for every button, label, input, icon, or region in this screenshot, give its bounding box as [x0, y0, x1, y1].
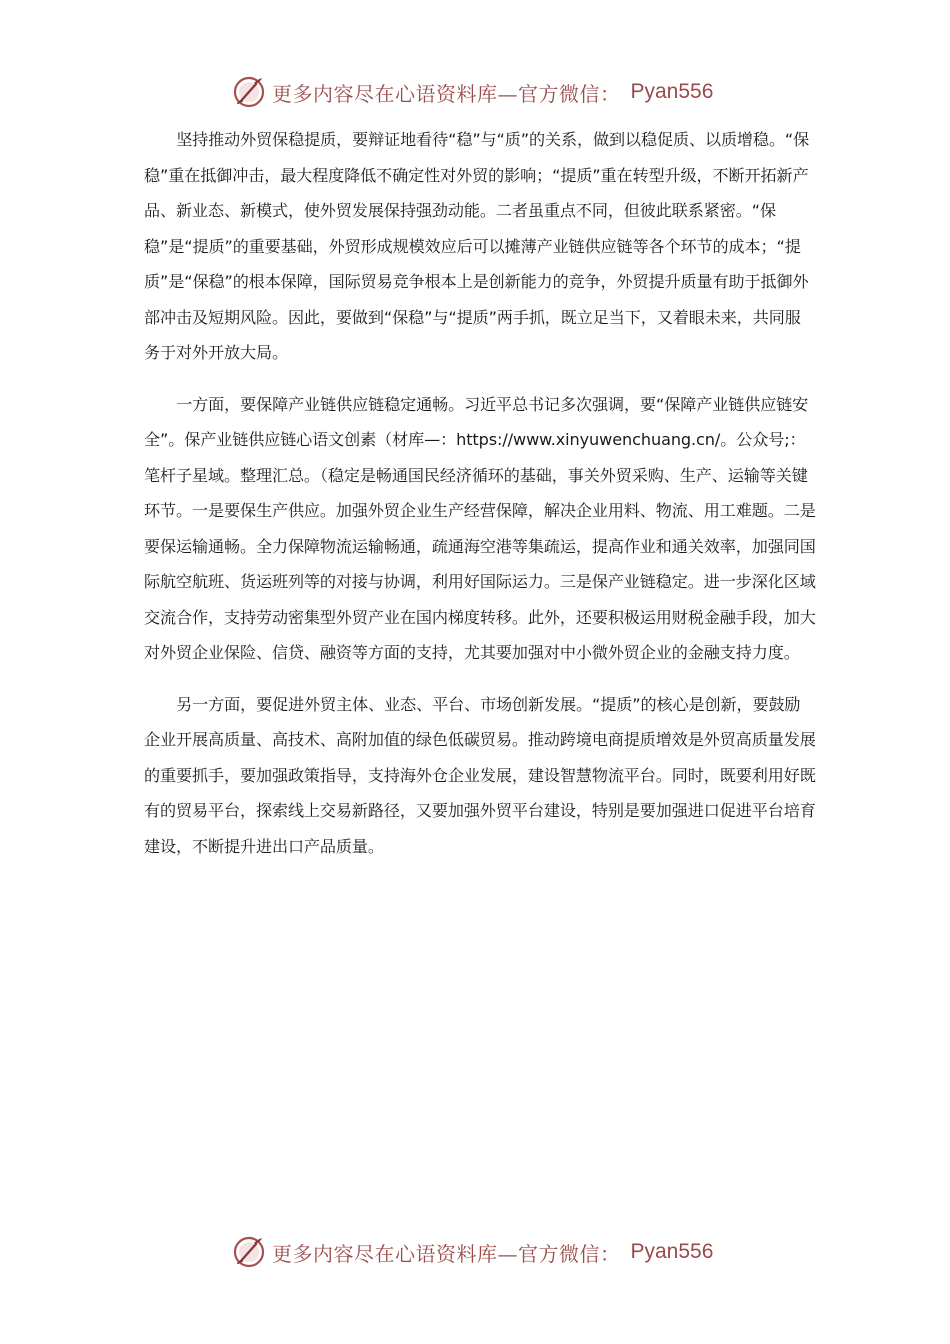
paragraph-1: 坚持推动外贸保稳提质，要辩证地看待“稳”与“质”的关系，做到以稳促质、以质增稳。“保稳”重在抵御冲击，最大程度降低不确定性对外贸的影响；“提质”重在转型升级，不断开拓新产品、新业态、新模式，使外贸发展保持强劲动能。二者虽重点不同，但彼此联系紧密。“保稳”是“提质”的重要基础，外贸形成规模效应后可以摊薄产业链供应链等各个环节的成本；“提质”是“保稳”的根本保障，国际贸易竞争根本上是创新能力的竞争，外贸提升质量有助于抵御外部冲击及短期风险。因此，要做到“保稳”与“提质”两手抓，既立足当下，又着眼未来，共同服务于对外开放大局。	[144, 130, 810, 362]
paragraph-2: 一方面，要保障产业链供应链稳定通畅。习近平总书记多次强调，要“保障产业链供应链安全”。保产业链供应链心语文创素（材库—：https://www.xinyuwenchuang.cn/。公众号;：笔杆子星域。整理汇总。（稳定是畅通国民经济循环的基础，事关外贸采购、生产、运输等关键环节。一是要保生产供应。加强外贸企业生产经营保障，解决企业用料、物流、用工难题。二是要保运输通畅。全力保障物流运输畅通，疏通海空港等集疏运，提高作业和通关效率，加强同国际航空航班、货运班列等的对接与协调，利用好国际运力。三是保产业链稳定。进一步深化区域交流合作，支持劳动密集型外贸产业在国内梯度转移。此外，还要积极运用财税金融手段，加大对外贸企业保险、信贷、融资等方面的支持，尤其要加强对中小微外贸企业的金融支持力度。	[144, 394, 816, 662]
footer-banner	[232, 1232, 713, 1272]
article-body	[144, 122, 816, 880]
footer-tagline: 更多内容尽在心语资料库—官方微信：	[272, 1241, 621, 1266]
paragraph-3: 另一方面，要促进外贸主体、业态、平台、市场创新发展。“提质”的核心是创新，要鼓励企业开展高质量、高技术、高附加值的绿色低碳贸易。推动跨境电商提质增效是外贸高质量发展的重要抓手，要加强政策指导，支持海外仓企业发展，建设智慧物流平台。同时，既要利用好既有的贸易平台，探索线上交易新路径，又要加强外贸平台建设，特别是要加强进口促进平台培育建设，不断提升进出口产品质量。	[144, 694, 816, 856]
quill-seal-icon	[232, 75, 266, 109]
quill-seal-icon	[232, 1235, 266, 1269]
header-wechat-handle: Pyan556	[630, 80, 714, 103]
header-tagline: 更多内容尽在心语资料库—官方微信：	[272, 81, 621, 106]
footer-wechat-handle: Pyan556	[630, 1240, 714, 1263]
header-banner	[232, 72, 713, 112]
